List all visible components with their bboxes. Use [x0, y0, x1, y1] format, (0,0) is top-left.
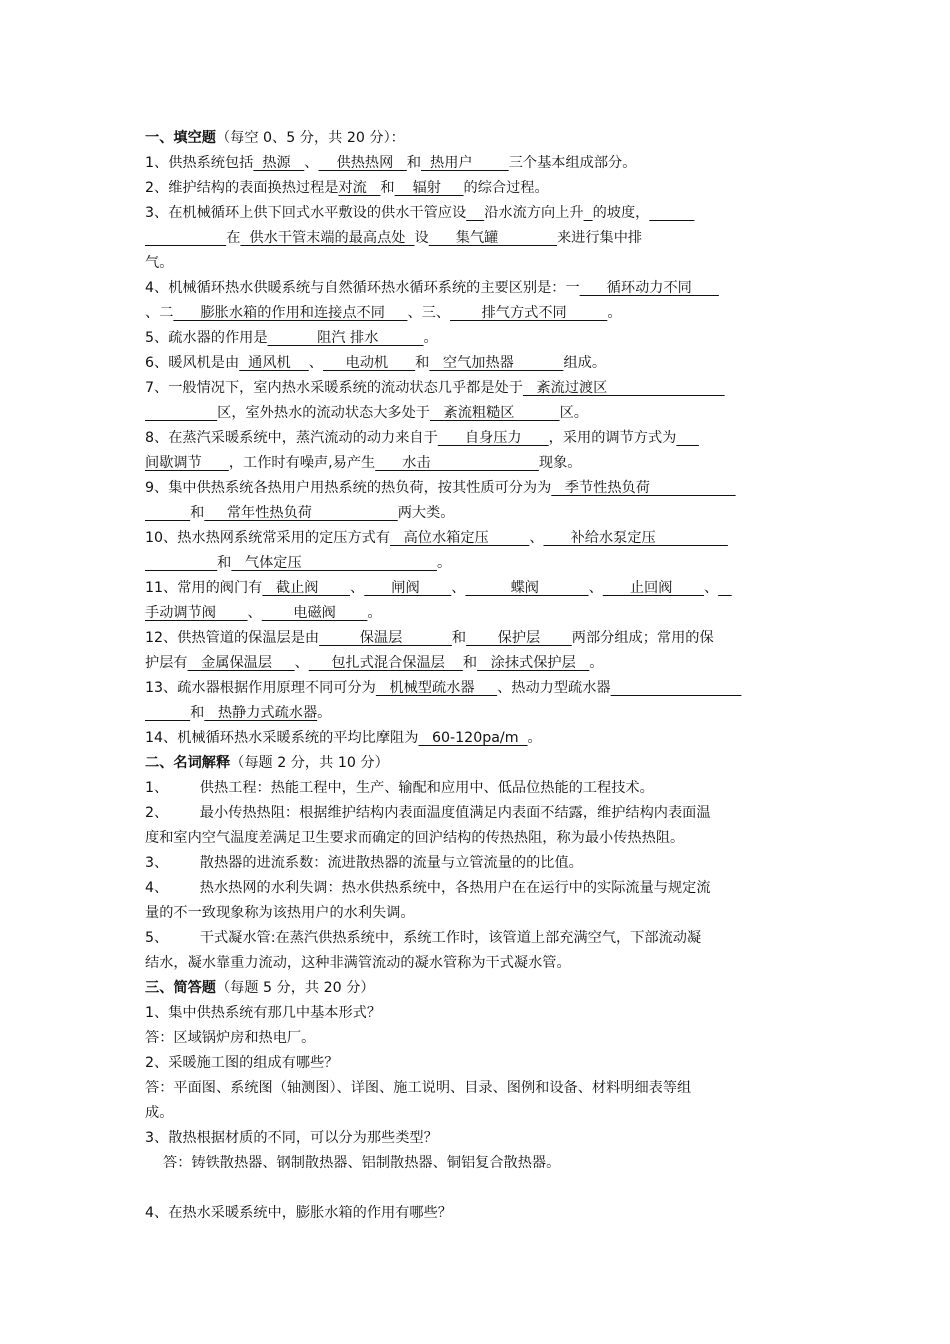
q3-text: 3、在机械循环上供下回式水平敷设的供水干管应设	[145, 205, 467, 221]
q12-text-5: 、	[294, 655, 309, 671]
q12-text-2: 和	[451, 630, 467, 646]
section-1-heading	[145, 126, 825, 151]
q12-text-6: 和	[462, 655, 478, 671]
q11-text-7: 。	[367, 605, 382, 621]
q8-answer-1: 自身压力	[437, 430, 549, 446]
section-1-title: 一、填空题	[145, 130, 216, 146]
q14-text: 14、机械循环热水采暖系统的平均比摩阻为	[145, 730, 419, 746]
q13-answer-3	[145, 705, 190, 721]
q3-text-3: 的坡度，	[592, 205, 650, 221]
q8-answer-4: 水击	[375, 455, 539, 471]
question-12-line-2	[145, 651, 825, 676]
q1-answer-1: 热源	[253, 155, 305, 171]
question-9-line-2	[145, 501, 825, 526]
q12-text-7: 。	[589, 655, 604, 671]
definition-5-line-2: 结水，凝水靠重力流动，这种非满管流动的凝水管称为干式凝水管。	[145, 955, 571, 971]
q4-text-2: 、二	[145, 305, 174, 321]
q7-answer-1: 紊流过渡区	[522, 380, 725, 396]
definition-3: 3、 散热器的进流系数：流进散热器的流量与立管流量的的比值。	[145, 855, 583, 871]
section-3-note: （每题 5 分，共 20 分）	[215, 980, 375, 996]
q4-text-3: 、三、	[407, 305, 451, 321]
q12-answer-1: 保温层	[319, 630, 452, 646]
definition-4-line-2: 量的不一致现象称为该热用户的水利失调。	[145, 905, 415, 921]
q6-text: 6、暖风机是由	[145, 355, 240, 371]
section-1-note: （每空 0、5 分，共 20 分）：	[215, 130, 405, 146]
q13-text: 13、疏水器根据作用原理不同可分为	[145, 680, 376, 696]
q2-text: 2、维护结构的表面换热过程是	[145, 180, 339, 196]
q6-text-2: 、	[308, 355, 323, 371]
blank-line	[145, 1176, 825, 1201]
q9-text-2: 和	[190, 505, 205, 521]
q11-answer-7: 电磁阀	[261, 605, 368, 621]
q4-answer-2: 膨胀水箱的作用和连接点不同	[173, 305, 408, 321]
q5-answer-1: 阻汽 排水	[267, 330, 424, 346]
question-13-line-1	[145, 676, 825, 701]
q11-answer-2: 闸阀	[364, 580, 452, 596]
q6-text-3: 和	[415, 355, 430, 371]
q9-answer-2	[145, 505, 190, 521]
q3-answer-2	[584, 205, 593, 221]
q11-answer-3: 蝶阀	[465, 580, 589, 596]
q11-answer-4: 止回阀	[602, 580, 704, 596]
q10-answer-3	[145, 555, 217, 571]
q3-text-6: 来进行集中排	[556, 230, 643, 246]
q7-text-3: 区。	[559, 405, 588, 421]
q11-answer-1: 截止阀	[262, 580, 351, 596]
q11-text-6: 、	[247, 605, 262, 621]
section-2-title: 二、名词解释	[145, 755, 231, 771]
question-3-line-3	[145, 251, 825, 276]
q11-text-3: 、	[451, 580, 466, 596]
question-13-line-2	[145, 701, 825, 726]
question-10-line-1	[145, 526, 825, 551]
q11-text-5: 、	[703, 580, 719, 596]
q1-answer-2: 供热热网	[318, 155, 407, 171]
q5-text: 5、疏水器的作用是	[145, 330, 268, 346]
q3-answer-6: 集气罐	[428, 230, 557, 246]
section-3-title: 三、简答题	[145, 980, 216, 996]
question-8-line-1	[145, 426, 825, 451]
q13-text-3: 。	[317, 705, 332, 721]
q5-text-2: 。	[423, 330, 438, 346]
q13-text-2: 、热动力型疏水器	[497, 680, 611, 696]
q12-text-4: 护层有	[145, 655, 188, 671]
section-2-note: （每题 2 分，共 10 分）	[230, 755, 389, 771]
question-14	[145, 726, 825, 751]
q9-text-3: 两大类。	[397, 505, 455, 521]
q11-answer-5	[718, 580, 732, 596]
q8-text: 8、在蒸汽采暖系统中，蒸汽流动的动力来自于	[145, 430, 438, 446]
question-4-line-1	[145, 276, 825, 301]
q1-text-3: 和	[406, 155, 422, 171]
short-answer-2-line-2: 成。	[145, 1105, 174, 1121]
question-11-line-1	[145, 576, 825, 601]
q2-answer-2: 辐射	[394, 180, 464, 196]
q3-answer-3	[649, 205, 694, 221]
q10-answer-4: 气体定压	[231, 555, 437, 571]
question-5	[145, 326, 825, 351]
short-question-4: 4、在热水采暖系统中，膨胀水箱的作用有哪些？	[145, 1205, 452, 1221]
short-answer-1: 答：区域锅炉房和热电厂。	[145, 1030, 316, 1046]
q10-text: 10、热水热网系统常采用的定压方式有	[145, 530, 391, 546]
q12-answer-2: 保护层	[466, 630, 572, 646]
question-11-line-2	[145, 601, 825, 626]
question-12-line-1	[145, 626, 825, 651]
question-4-line-2	[145, 301, 825, 326]
q11-answer-6: 手动调节阀	[145, 605, 248, 621]
short-answer-2-line-1: 答：平面图、系统图（轴测图）、详图、施工说明、目录、图例和设备、材料明细表等组	[145, 1080, 692, 1096]
question-10-line-2	[145, 551, 825, 576]
question-2	[145, 176, 825, 201]
q11-text: 11、常用的阀门有	[145, 580, 263, 596]
short-question-1: 1、集中供热系统有那几中基本形式？	[145, 1005, 382, 1021]
q8-text-2: ，采用的调节方式为	[548, 430, 677, 446]
q3-text-5: 设	[414, 230, 429, 246]
section-3-heading	[145, 976, 825, 1001]
q11-text-2: 、	[350, 580, 365, 596]
q12-answer-4: 包扎式混合保温层	[308, 655, 463, 671]
q7-answer-2	[145, 405, 217, 421]
q3-answer-4	[145, 230, 226, 246]
q10-text-4: 。	[436, 555, 452, 571]
q2-answer-1: 对流	[338, 180, 381, 196]
q12-answer-5: 涂抹式保护层	[477, 655, 590, 671]
q9-answer-1: 季节性热负荷	[551, 480, 736, 496]
q13-answer-4: 热静力式疏水器	[204, 705, 318, 721]
q8-answer-2	[676, 430, 699, 446]
q6-answer-2: 电动机	[322, 355, 416, 371]
q4-text-4: 。	[607, 305, 622, 321]
q8-text-4: 现象。	[538, 455, 582, 471]
q13-text-2b: 和	[190, 705, 205, 721]
q6-text-4: 组成。	[563, 355, 607, 371]
document-body	[145, 126, 825, 1226]
definition-2-line-1: 2、 最小传热热阻：根据维护结构内表面温度值满足内表面不结露，维护结构内表面温	[145, 805, 711, 821]
q12-text: 12、供热管道的保温层是由	[145, 630, 320, 646]
q3-text-7: 气。	[145, 255, 174, 271]
q1-text-4: 三个基本组成部分。	[508, 155, 637, 171]
definition-4-line-1: 4、 热水热网的水利失调：热水供热系统中，各热用户在在运行中的实际流量与规定流	[145, 880, 711, 896]
q7-answer-3: 紊流粗糙区	[430, 405, 560, 421]
q7-text-2: 区，室外热水的流动状态大多处于	[217, 405, 430, 421]
question-3-line-1	[145, 201, 825, 226]
q9-text: 9、集中供热系统各热用户用热系统的热负荷，按其性质可分为为	[145, 480, 552, 496]
section-2-heading	[145, 751, 825, 776]
q4-answer-1: 循环动力不同	[579, 280, 719, 296]
q12-answer-3: 金属保温层	[187, 655, 295, 671]
q3-text-2: 沿水流方向上升	[484, 205, 584, 221]
q10-text-2: 、	[529, 530, 544, 546]
q2-text-3: 的综合过程。	[463, 180, 549, 196]
q10-answer-1: 高位水箱定压	[390, 530, 530, 546]
q4-text: 4、机械循环热水供暖系统与自然循环热水循环系统的主要区别是：一	[145, 280, 580, 296]
short-question-3: 3、散热根据材质的不同，可以分为那些类型？	[145, 1130, 438, 1146]
q4-answer-3: 排气方式不同	[450, 305, 608, 321]
question-3-line-2	[145, 226, 825, 251]
definition-1: 1、 供热工程：热能工程中，生产、输配和应用中、低品位热能的工程技术。	[145, 780, 654, 796]
question-9-line-1	[145, 476, 825, 501]
q9-answer-3: 常年性热负荷	[204, 505, 398, 521]
q8-text-3: ，工作时有噪声,易产生	[228, 455, 376, 471]
question-7-line-2	[145, 401, 825, 426]
q10-text-3: 和	[217, 555, 232, 571]
short-answer-3: 答：铸铁散热器、钢制散热器、铝制散热器、铜铝复合散热器。	[163, 1155, 561, 1171]
q14-text-2: 。	[527, 730, 542, 746]
q13-answer-2	[611, 680, 742, 696]
q13-answer-1: 机械型疏水器	[375, 680, 498, 696]
question-6	[145, 351, 825, 376]
definition-2-line-2: 度和室内空气温度差满足卫生要求而确定的回沪结构的传热热阻，称为最小传热热阻。	[145, 830, 685, 846]
q7-text: 7、一般情况下，室内热水采暖系统的流动状态几乎都是处于	[145, 380, 523, 396]
q1-answer-3: 热用户	[421, 155, 509, 171]
q6-answer-3: 空气加热器	[429, 355, 564, 371]
q3-answer-5: 供水干管末端的最高点处	[240, 230, 415, 246]
definition-5-line-1: 5、 干式凝水管:在蒸汽供热系统中，系统工作时，该管道上部充满空气，下部流动凝	[145, 930, 702, 946]
q1-text-2: 、	[304, 155, 319, 171]
question-1	[145, 151, 825, 176]
q1-text: 1、供热系统包括	[145, 155, 254, 171]
q3-text-4: 在	[226, 230, 241, 246]
q6-answer-1: 通风机	[239, 355, 309, 371]
short-question-2: 2、采暖施工图的组成有哪些？	[145, 1055, 339, 1071]
q14-answer-1: 60-120pa/m	[418, 730, 528, 746]
q3-answer-1	[466, 205, 484, 221]
question-8-line-2	[145, 451, 825, 476]
question-7-line-1	[145, 376, 825, 401]
q12-text-3: 两部分组成；常用的保	[571, 630, 714, 646]
q11-text-4: 、	[588, 580, 603, 596]
q10-answer-2: 补给水泵定压	[543, 530, 728, 546]
q8-answer-3: 间歇调节	[145, 455, 229, 471]
q2-text-2: 和	[380, 180, 395, 196]
